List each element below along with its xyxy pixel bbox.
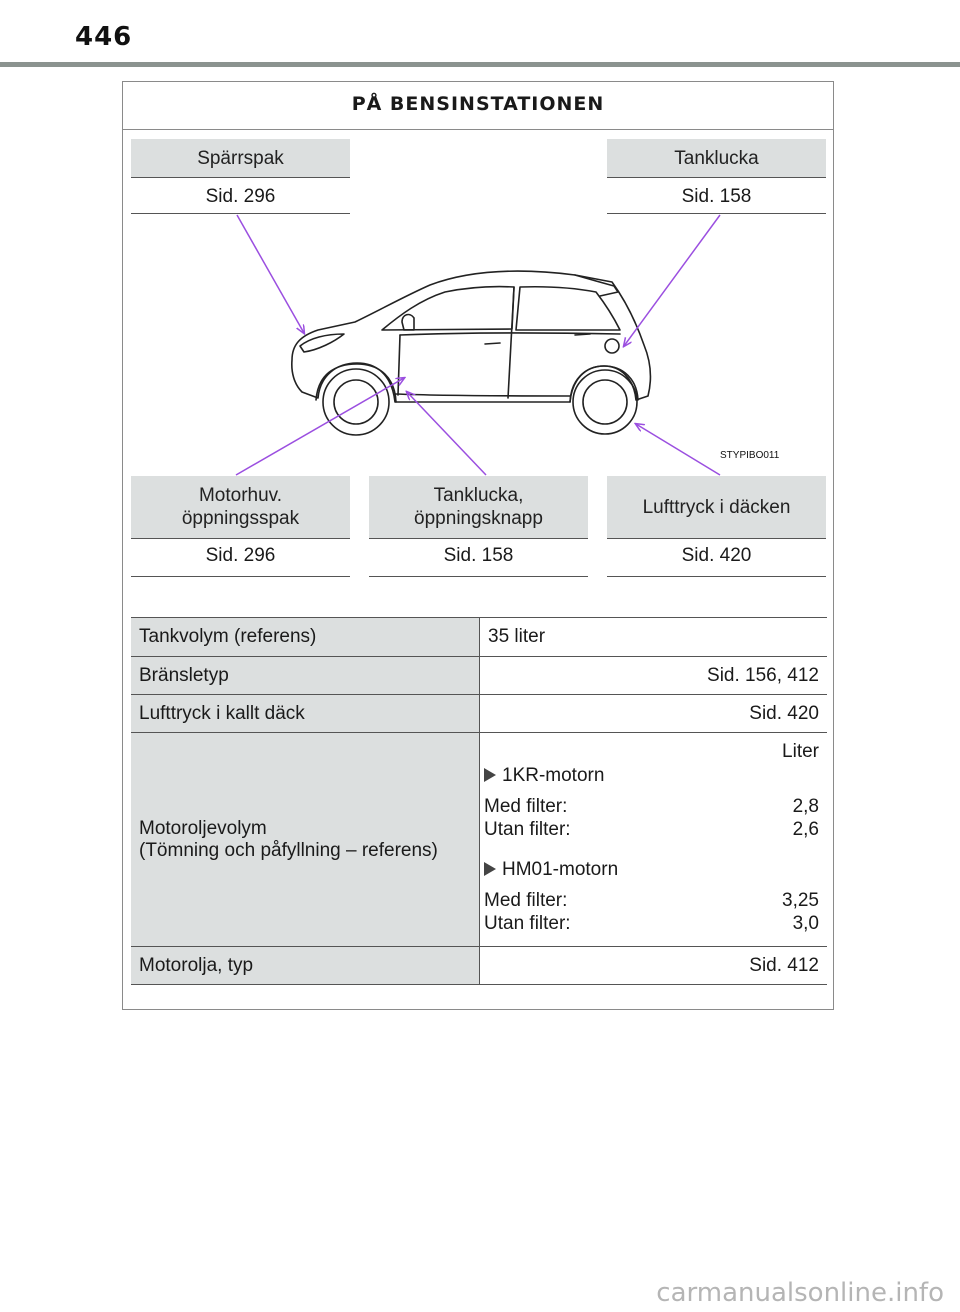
engine-hm01-name: HM01-motorn bbox=[502, 859, 619, 880]
specs-table bbox=[131, 617, 827, 985]
oil-label-line1: Motoroljevolym bbox=[139, 817, 267, 839]
triangle-bullet-icon bbox=[484, 768, 496, 782]
engine-hm01-with-filter: Med filter: 3,25 bbox=[484, 890, 819, 911]
spec-value-lufttryck[interactable]: Sid. 420 bbox=[480, 695, 828, 733]
pageref-sparrspak[interactable]: Sid. 296 bbox=[131, 177, 350, 214]
label-lufttryck: Lufttryck i däcken bbox=[607, 476, 826, 538]
table-row bbox=[131, 657, 827, 695]
table-row bbox=[131, 947, 827, 985]
image-code: STYPIBO011 bbox=[720, 450, 780, 461]
spec-value-oljetyp[interactable]: Sid. 412 bbox=[480, 947, 828, 985]
table-row bbox=[131, 618, 827, 657]
engine-1kr bbox=[484, 765, 604, 787]
table-row bbox=[131, 733, 827, 947]
engine-1kr-name: 1KR-motorn bbox=[502, 765, 605, 786]
panel-title: PÅ BENSINSTATIONEN bbox=[123, 82, 833, 130]
spec-label-lufttryck: Lufttryck i kallt däck bbox=[131, 695, 480, 733]
table-row bbox=[131, 695, 827, 733]
label-tanklucka-knapp: Tanklucka, öppningsknapp bbox=[369, 476, 588, 538]
spec-value-oljevolym bbox=[480, 733, 828, 947]
spec-value-tankvolym: 35 liter bbox=[480, 618, 828, 657]
spec-label-oljevolym bbox=[131, 733, 480, 947]
engine-hm01-without-filter: Utan filter: 3,0 bbox=[484, 913, 819, 934]
pageref-motorhuv[interactable]: Sid. 296 bbox=[131, 538, 350, 577]
pageref-tanklucka-knapp[interactable]: Sid. 158 bbox=[369, 538, 588, 577]
oil-unit: Liter bbox=[782, 741, 819, 762]
engine-1kr-without-filter: Utan filter: 2,6 bbox=[484, 819, 819, 840]
page-number: 446 bbox=[75, 22, 133, 52]
watermark: carmanualsonline.info bbox=[656, 1278, 944, 1308]
oil-label-line2: (Tömning och påfyllning – referens) bbox=[139, 839, 438, 861]
spec-label-tankvolym: Tankvolym (referens) bbox=[131, 618, 480, 657]
triangle-bullet-icon bbox=[484, 862, 496, 876]
label-sparrspak: Spärrspak bbox=[131, 139, 350, 177]
spec-label-bransletyp: Bränsletyp bbox=[131, 657, 480, 695]
spec-label-oljetyp: Motorolja, typ bbox=[131, 947, 480, 985]
engine-1kr-with-filter: Med filter: 2,8 bbox=[484, 796, 819, 817]
label-tanklucka: Tanklucka bbox=[607, 139, 826, 177]
label-motorhuv: Motorhuv. öppningsspak bbox=[131, 476, 350, 538]
spec-value-bransletyp[interactable]: Sid. 156, 412 bbox=[480, 657, 828, 695]
pageref-lufttryck[interactable]: Sid. 420 bbox=[607, 538, 826, 577]
pageref-tanklucka[interactable]: Sid. 158 bbox=[607, 177, 826, 214]
engine-hm01 bbox=[484, 859, 618, 881]
